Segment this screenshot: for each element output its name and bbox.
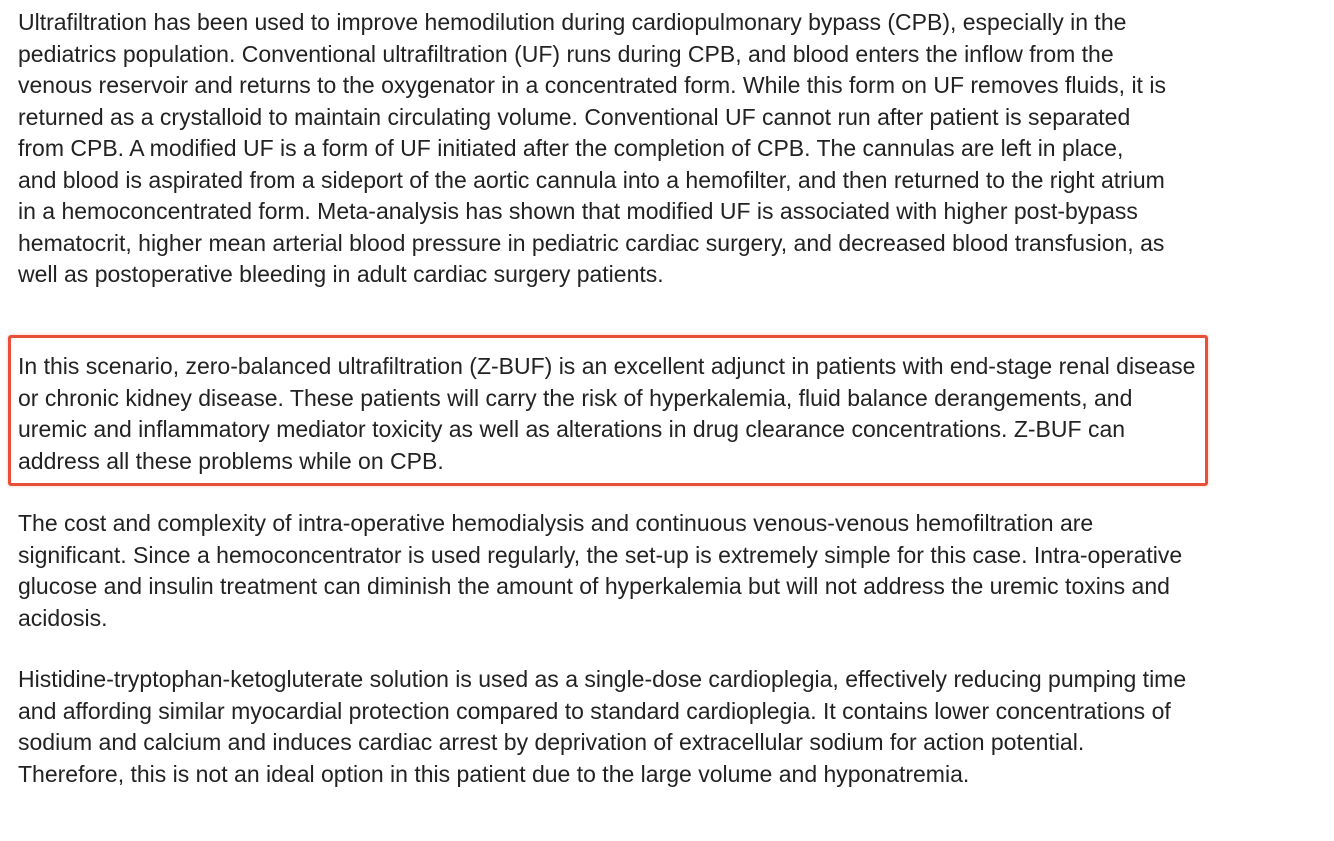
paragraph-cost-complexity: The cost and complexity of intra-operative hemodialysis and continuous venous-venous hemofiltration are significant. Since a hemoconcentrator is used regularly, the set-up is extremely simple for this case. Intra-operative glucose and insulin treatment can diminish the amount of hyperkalemia but will not address the uremic toxins and acidosis. <box>18 510 1183 631</box>
paragraph-ultrafiltration-overview: Ultrafiltration has been used to improve hemodilution during cardiopulmonary bypass (CPB), especially in the pediatrics population. Conventional ultrafiltration (UF) runs during CPB, and blood enters the inflow from the venous reservoir and returns to the oxygenator in a concentrated form. While this form on UF removes fluids, it is returned as a crystalloid to maintain circulating volume. Conventional UF cannot run after patient is separated from CPB. A modified UF is a form of UF initiated after the completion of CPB. The cannulas are left in place, and blood is aspirated from a sideport of the aortic cannula into a hemofilter, and then returned to the right atrium in a hemoconcentrated form. Meta-analysis has shown that modified UF is associated with higher post-bypass hematocrit, higher mean arterial blood pressure in pediatric cardiac surgery, and decreased blood transfusion, as well as postoperative bleeding in adult cardiac surgery patients. <box>18 9 1166 287</box>
paragraph-zbuf-highlighted: In this scenario, zero-balanced ultrafiltration (Z-BUF) is an excellent adjunct in patients with end-stage renal disease or chronic kidney disease. These patients will carry the risk of hyperkalemia, fluid balance derangements, and uremic and inflammatory mediator toxicity as well as alterations in drug clearance concentrations. Z-BUF can address all these problems while on CPB. <box>18 353 1196 474</box>
paragraph-htk-solution: Histidine-tryptophan-ketogluterate solution is used as a single-dose cardioplegia, effectively reducing pumping time and affording similar myocardial protection compared to standard cardioplegia. It contains lower concentrations of sodium and calcium and induces cardiac arrest by deprivation of extracellular sodium for action potential. Therefore, this is not an ideal option in this patient due to the large volume and hyponatremia. <box>18 666 1187 787</box>
document-body <box>18 7 1208 291</box>
